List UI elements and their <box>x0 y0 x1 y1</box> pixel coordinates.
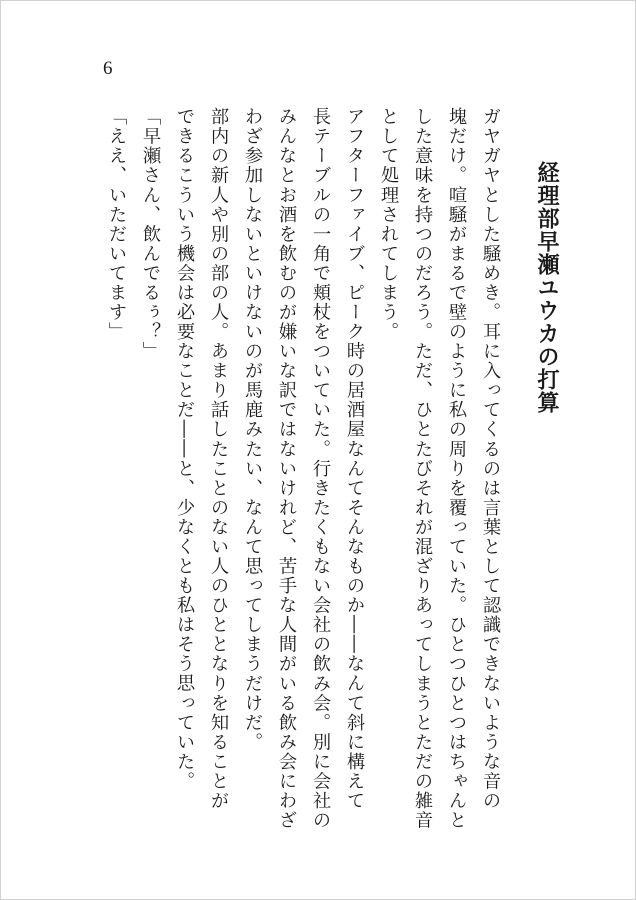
text-line: アフターファイブ、ピーク時の居酒屋なんてそんなものか――なんて斜に構えて <box>344 107 365 811</box>
text-line: みんなとお酒を飲むのが嫌いな訳ではないけれど、苦手な人間がいる飲み会にわざ <box>276 107 297 830</box>
text-line: 塊だけ。喧騒がまるで壁のように私の周りを覆っていた。ひとつひとつはちゃんと <box>446 107 467 830</box>
text-line: わざ参加しないといけないのが馬鹿みたい、なんて思ってしまうだけだ。 <box>242 107 263 752</box>
text-line: として処理されてしまう。 <box>378 107 399 342</box>
text-line: 部内の新人や別の部の人。あまり話したことのない人のひととなりを知ることが <box>208 107 229 811</box>
dialogue-line: 「早瀬さん、飲んでるぅ？」 <box>140 107 161 362</box>
text-line: した意味を持つのだろう。ただ、ひとたびそれが混ざりあってしまうとただの雑音 <box>412 107 433 830</box>
body-text <box>97 107 507 847</box>
text-line: できるこういう機会は必要なことだ――と、少なくとも私はそう思っていた。 <box>174 107 195 791</box>
dialogue-line: 「ええ、いただいてます」 <box>106 107 127 342</box>
text-line: ガヤガヤとした騒めき。耳に入ってくるのは言葉として認識できないような音の <box>480 107 501 811</box>
text-line: 長テーブルの一角で頬杖をついていた。行きたくもない会社の飲み会。別に会社の <box>310 107 331 830</box>
page-number: 6 <box>103 58 113 79</box>
chapter-title: 経理部早瀬ユウカの打算 <box>534 161 559 414</box>
